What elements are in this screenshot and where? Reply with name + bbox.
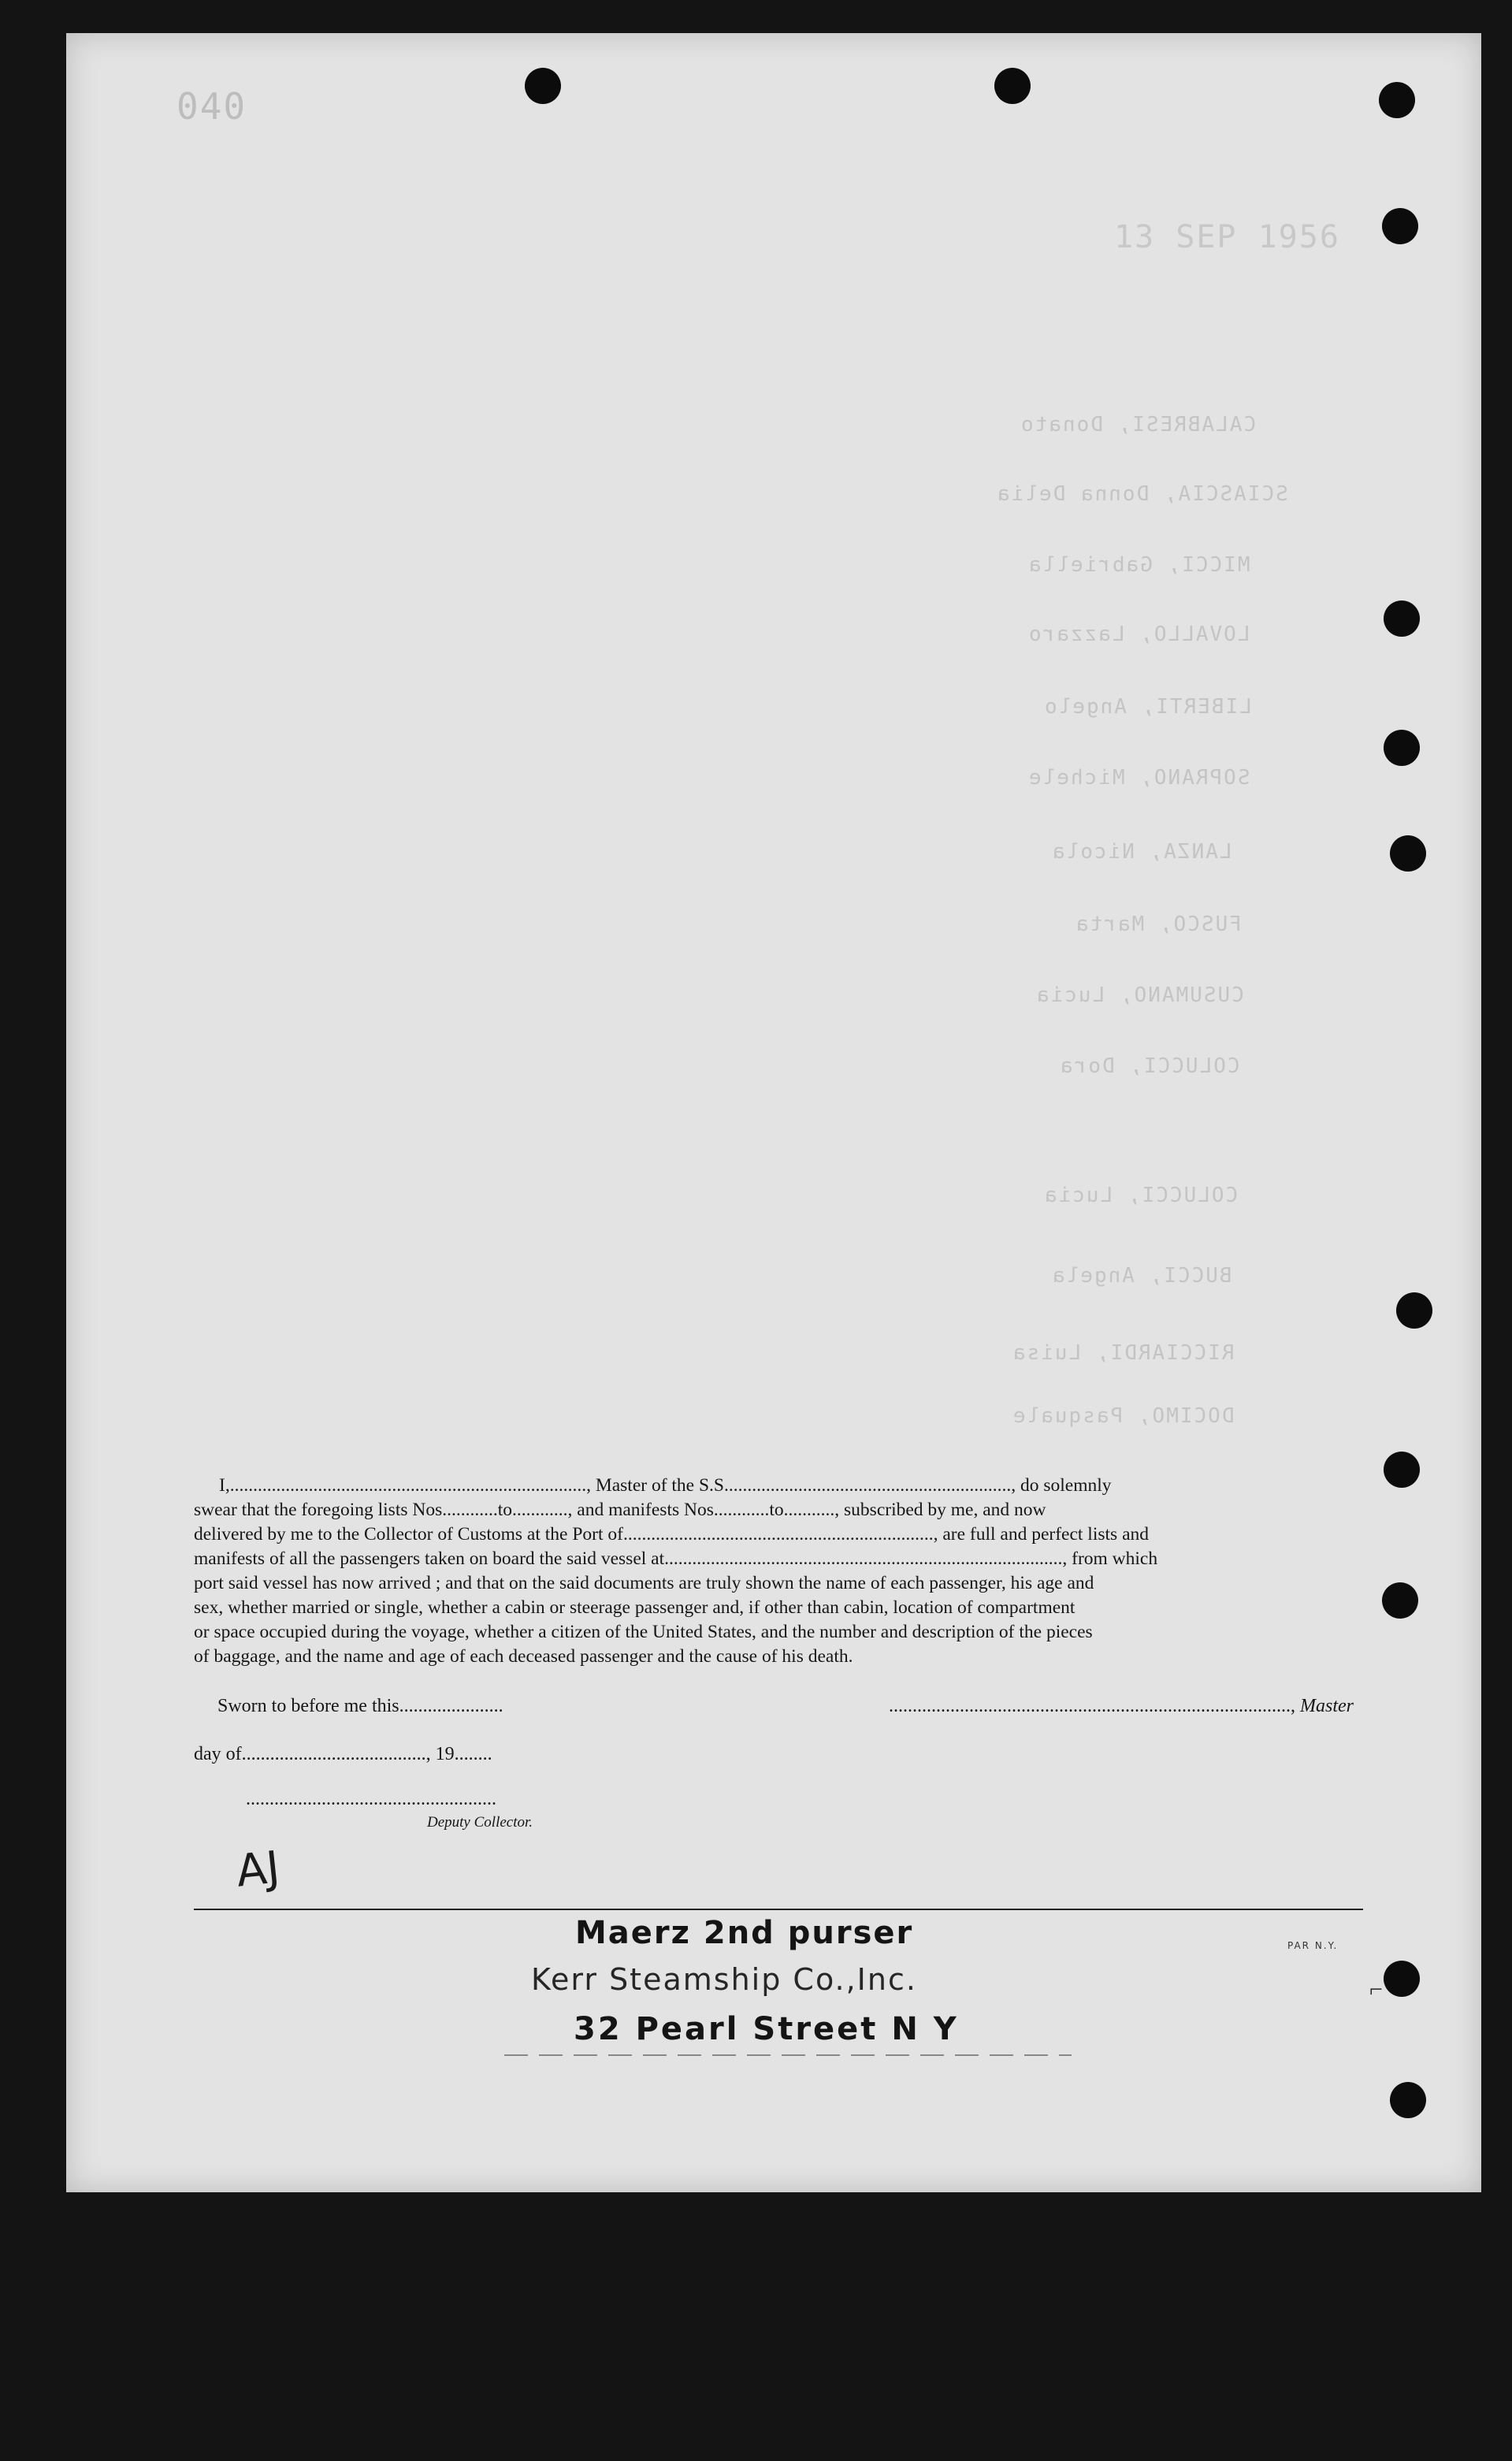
punch-hole — [1384, 730, 1420, 766]
punch-hole — [525, 68, 561, 104]
printer-mark: PAR N.Y. — [1287, 1940, 1339, 1951]
oath-line: or space occupied during the voyage, whether a citizen of the United States, and the number and description of the pieces — [194, 1622, 1093, 1642]
ghost-name: SCIASCIA, Donna Delia — [996, 482, 1288, 506]
ghost-name: DOCIMO, Pasquale — [1012, 1404, 1235, 1428]
punch-hole — [1384, 1961, 1420, 1997]
stamp-underline — [504, 2054, 1072, 2056]
punch-hole — [1390, 835, 1426, 872]
stamp-address-line: 32 Pearl Street N Y — [574, 2011, 959, 2047]
ghost-name: FUSCO, Marta — [1075, 913, 1242, 936]
ghost-name: CALABRESI, Donato — [1020, 413, 1257, 437]
oath-line: I,............................................................................., Master of the S.S.............................................................., do solemnly — [219, 1475, 1112, 1496]
punch-hole — [1384, 1452, 1420, 1488]
ghost-name: MICCI, Gabriella — [1027, 553, 1250, 577]
stamp-purser-line: Maerz 2nd purser — [575, 1915, 914, 1951]
punch-hole — [994, 68, 1031, 104]
oath-line: manifests of all the passengers taken on board the said vessel at......................................................................................, from which — [194, 1548, 1158, 1569]
master-signature-line — [889, 1696, 1354, 1717]
ghost-name: LOVALLO, Lazzaro — [1027, 623, 1250, 646]
punch-hole — [1379, 82, 1415, 118]
ghost-name: BUCCI, Angela — [1051, 1264, 1232, 1288]
punch-hole — [1382, 1582, 1418, 1619]
master-oath-paragraph — [194, 1474, 1363, 1669]
punch-hole — [1382, 208, 1418, 244]
ghost-date-stamp: 13 SEP 1956 — [1114, 219, 1340, 255]
handwritten-initials: AJ — [233, 1842, 283, 1898]
pencil-mark-icon: ⌐ — [1369, 1976, 1383, 2002]
oath-line: delivered by me to the Collector of Customs at the Port of..................................................................., are full and perfect lists and — [194, 1524, 1149, 1545]
oath-line: port said vessel has now arrived ; and that on the said documents are truly shown the name of each passenger, his age and — [194, 1573, 1094, 1593]
oath-line: of baggage, and the name and age of each deceased passenger and the cause of his death. — [194, 1646, 853, 1667]
ghost-name: COLUCCI, Dora — [1059, 1054, 1240, 1078]
ghost-name: COLUCCI, Lucia — [1043, 1184, 1239, 1207]
ghost-name: CUSUMANO, Lucia — [1035, 983, 1244, 1007]
sworn-label: Sworn to before me this...................... — [217, 1696, 503, 1716]
ghost-name: LIBERTI, Angelo — [1043, 695, 1252, 719]
oath-line: swear that the foregoing lists Nos............to............, and manifests Nos............to..........., subscribed by me, and now — [194, 1500, 1046, 1520]
ghost-name: LANZA, Nicola — [1051, 840, 1232, 864]
master-word: Master — [1300, 1696, 1354, 1716]
deputy-collector-caption: Deputy Collector. — [427, 1814, 533, 1831]
punch-hole — [1384, 600, 1420, 637]
day-label: day of......................................., 19........ — [194, 1744, 492, 1764]
oath-line: sex, whether married or single, whether a cabin or steerage passenger and, if other than cabin, location of compartment — [194, 1597, 1075, 1618]
master-label: ....................................................................................., Master — [889, 1696, 1354, 1716]
punch-hole — [1396, 1292, 1432, 1329]
ghost-stamp: 040 — [176, 85, 247, 128]
divider-rule — [194, 1909, 1363, 1910]
deputy-signature-line: ..................................................... — [246, 1789, 496, 1809]
stamp-company-line: Kerr Steamship Co.,Inc. — [531, 1962, 917, 1997]
ghost-name: SOPRANO, Michele — [1027, 766, 1250, 790]
punch-hole — [1390, 2082, 1426, 2118]
ghost-name: RICCIARDI, Luisa — [1012, 1341, 1235, 1365]
